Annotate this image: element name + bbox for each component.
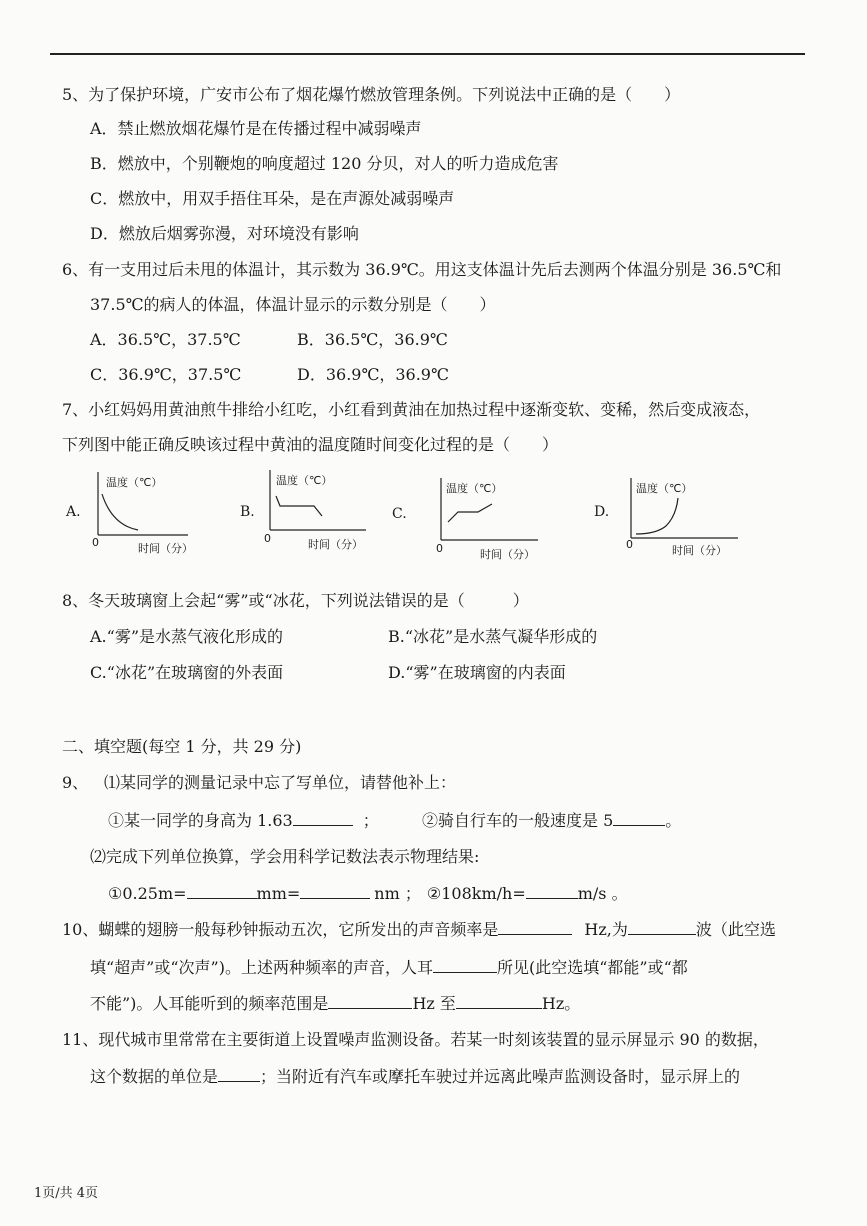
section2-title: 二、填空题(每空 1 分，共 29 分) [62,737,302,756]
graph-b-origin: 0 [264,532,271,545]
q9-part1: ⑴某同学的测量记录中忘了写单位，请替他补上： [104,773,457,792]
q7-graph-b [236,470,376,560]
q10-line2 [90,956,688,979]
q5-option-a: A．禁止燃放烟花爆竹是在传播过程中减弱噪声 [90,119,422,138]
q9-conv1-c: nm ； [374,884,421,903]
q7-graph-d [592,476,742,566]
graph-a-origin: 0 [92,536,99,549]
q9-item2 [422,809,681,832]
q8-option-c: C.“冰花”在玻璃窗的外表面 [90,663,284,682]
q9-conv1-a: ①0.25m= [108,884,187,903]
q11-line2 [90,1065,740,1088]
graph-a-xlabel: 时间（分） [138,542,193,555]
q7-stem-line2: 下列图中能正确反映该过程中黄油的温度随时间变化过程的是（ ） [62,435,559,454]
q11-line1: 11、现代城市里常常在主要街道上设置噪声监测设备。若某一时刻该装置的显示屏显示 90 的数据， [62,1030,769,1049]
graph-d-ylabel: 温度（℃） [636,482,693,495]
q11-text-b: ；当附近有汽车或摩托车驶过并远离此噪声监测设备时，显示屏上的 [260,1067,741,1086]
q7-graph-c [392,474,542,564]
q9-conversions [108,882,628,905]
q11-text-a: 这个数据的单位是 [90,1067,219,1086]
q7-graph-a [62,470,192,560]
q9-part2: ⑵完成下列单位换算，学会用科学记数法表示物理结果: [90,847,480,866]
q8-option-d: D.“雾”在玻璃窗的内表面 [388,663,566,682]
header-rule [50,53,805,55]
q9-conv1-b: mm= [256,884,301,903]
q10-blank-hear[interactable] [433,956,497,973]
q10-blank-min[interactable] [328,992,412,1009]
graph-c-origin: 0 [436,542,443,555]
q9-item1-text: ①某一同学的身高为 1.63 [108,811,293,830]
q6-stem-line2: 37.5℃的病人的体温，体温计显示的示数分别是（ ） [90,295,496,314]
q9-item2-text: ②骑自行车的一般速度是 5 [422,811,614,830]
q10-text-h: Hz。 [541,994,581,1013]
q9-item1 [108,809,379,832]
q5-stem: 5、为了保护环境，广安市公布了烟花爆竹燃放管理条例。下列说法中正确的是（ ） [62,85,681,104]
page-number: 1页/共 4页 [34,1186,99,1201]
q8-option-a: A.“雾”是水蒸气液化形成的 [90,627,284,646]
q6-option-c: C．36.9℃，37.5℃ [90,365,242,384]
q9-conv1-blank2[interactable] [300,882,370,899]
graph-b-plot [236,470,376,560]
q10-text-f: 不能”)。人耳能听到的频率范围是 [90,994,329,1013]
q9-item2-blank[interactable] [613,809,665,826]
graph-b-ylabel: 温度（℃） [276,474,333,487]
q9-conv2-a: ②108km/h= [426,884,526,903]
q9-conv2-blank[interactable] [526,882,578,899]
graph-a-ylabel: 温度（℃） [106,476,163,489]
graph-c-letter: C. [392,506,407,522]
graph-c-ylabel: 温度（℃） [446,482,503,495]
graph-a-plot [62,470,192,560]
q8-stem: 8、冬天玻璃窗上会起“雾”或“冰花，下列说法错误的是（ ） [62,591,529,610]
q10-blank-max[interactable] [456,992,542,1009]
graph-d-letter: D. [594,504,610,520]
graph-d-origin: 0 [626,538,633,551]
q10-line1 [62,918,776,941]
q6-option-a: A．36.5℃，37.5℃ [90,330,241,349]
q9-item1-end: ； [362,811,379,830]
q9-item1-blank[interactable] [293,809,353,826]
q9-number: 9、 [62,773,89,792]
q10-text-e: 所见(此空选填“都能”或“都 [496,958,688,977]
q7-stem-line1: 7、小红妈妈用黄油煎牛排给小红吃，小红看到黄油在加热过程中逐渐变软、变稀，然后变成液态， [62,400,761,419]
graph-b-letter: B. [240,504,255,520]
q10-blank-frequency[interactable] [498,918,572,935]
graph-c-xlabel: 时间（分） [480,548,535,561]
q9-conv1-blank1[interactable] [187,882,257,899]
q5-option-b: B．燃放中，个别鞭炮的响度超过 120 分贝，对人的听力造成危害 [90,154,559,173]
q10-text-b: Hz,为 [584,920,628,939]
q6-stem-line1: 6、有一支用过后未甩的体温计，其示数为 36.9℃。用这支体温计先后去测两个体温分别是 36.5℃和 [62,260,782,279]
q8-option-b: B.“冰花”是水蒸气凝华形成的 [388,627,598,646]
q10-line3 [90,992,580,1015]
graph-b-xlabel: 时间（分） [308,538,363,551]
q9-item2-end: 。 [665,811,682,830]
graph-c-plot [392,474,542,564]
q5-option-d: D．燃放后烟雾弥漫，对环境没有影响 [90,224,359,243]
q6-option-d: D．36.9℃，36.9℃ [297,365,449,384]
q6-option-b: B．36.5℃，36.9℃ [297,330,448,349]
q10-text-g: Hz 至 [412,994,456,1013]
q5-option-c: C．燃放中，用双手捂住耳朵，是在声源处减弱噪声 [90,189,455,208]
q10-text-d: 填“超声”或“次声”)。上述两种频率的声音，人耳 [90,958,433,977]
graph-d-xlabel: 时间（分） [672,544,727,557]
q11-blank-unit[interactable] [218,1065,260,1082]
q10-text-a: 10、蝴蝶的翅膀一般每秒钟振动五次，它所发出的声音频率是 [62,920,499,939]
graph-a-letter: A. [66,504,81,520]
graph-d-plot [592,476,742,566]
q9-conv2-b: m/s 。 [577,884,628,903]
q10-text-c: 波（此空选 [695,920,776,939]
q10-blank-wave[interactable] [628,918,696,935]
